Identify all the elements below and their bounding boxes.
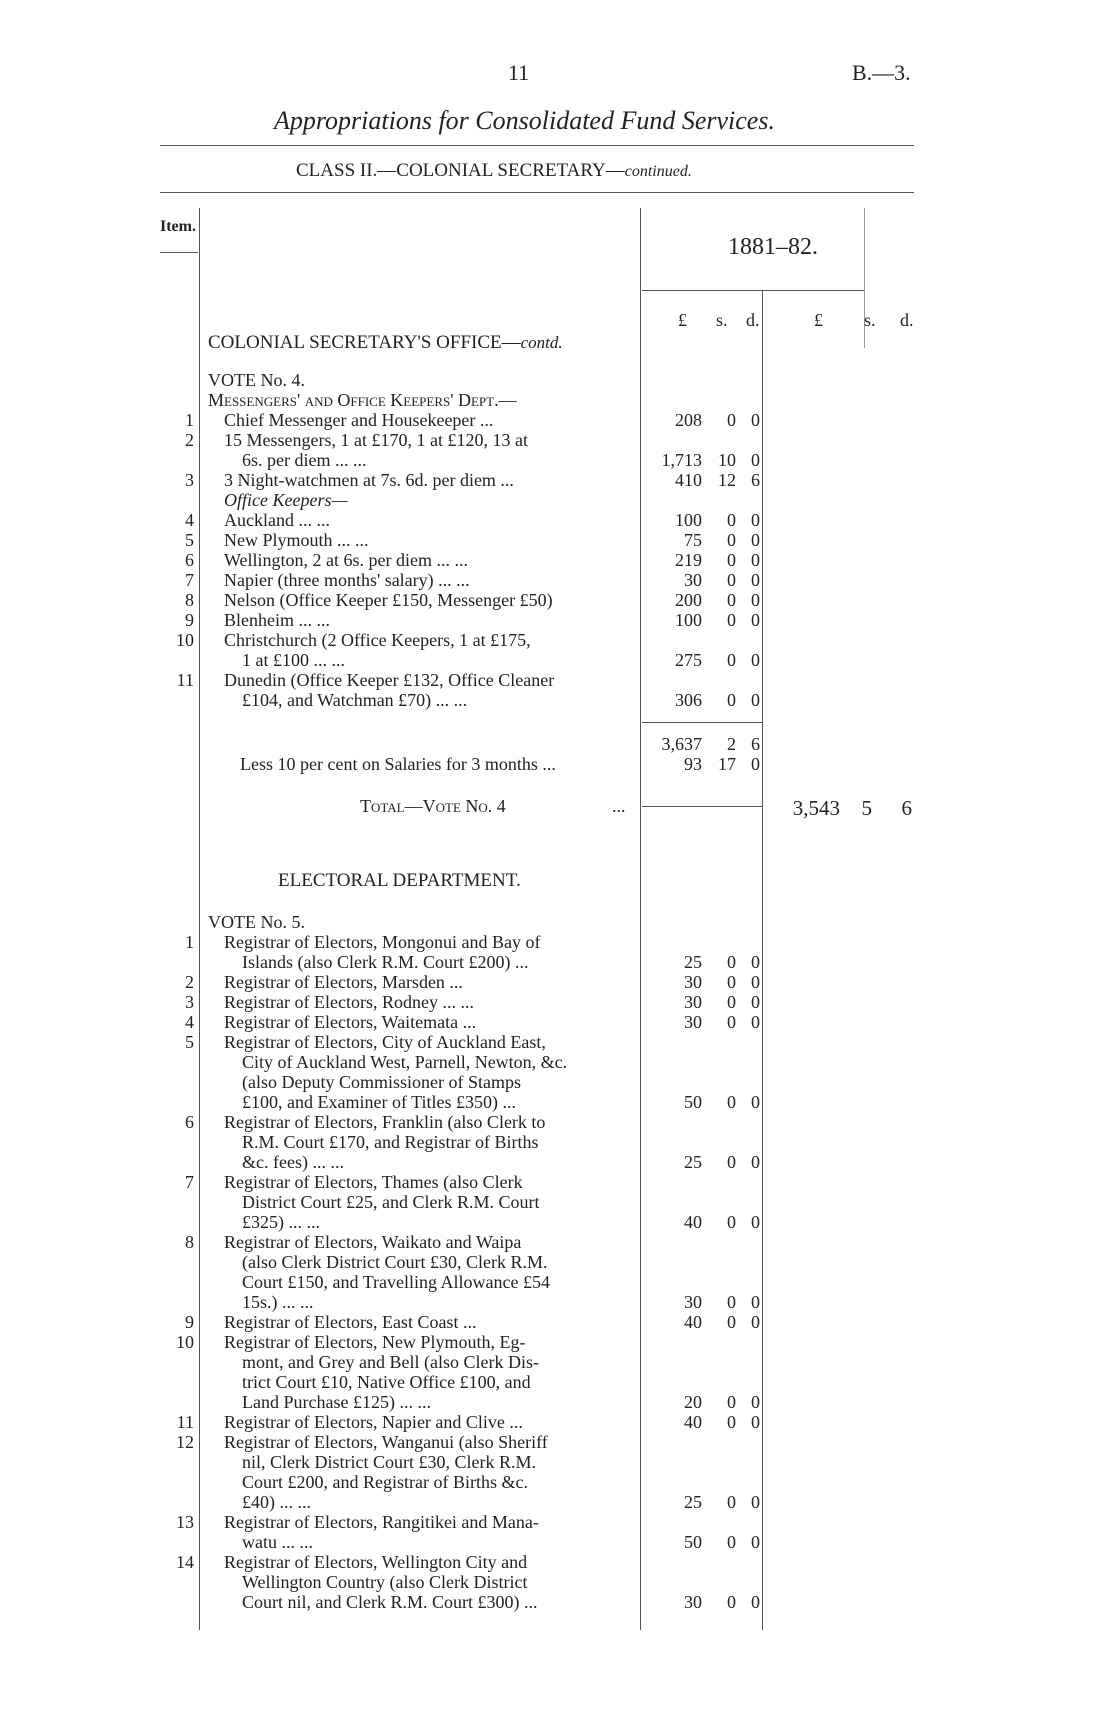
item-amount-shillings: 0 [727,690,736,710]
total-vote-4-pounds: 3,543 [792,796,840,820]
item-amount-shillings: 0 [727,1212,736,1232]
vote-5-heading: VOTE No. 5. [208,912,305,932]
item-description-line: £325) ... ... [242,1212,320,1232]
item-amount-shillings: 0 [727,1492,736,1512]
item-amount-pence: 0 [751,550,760,570]
office-heading [208,332,563,354]
item-number: 13 [176,1512,194,1532]
column-year-header: 1881–82. [728,234,818,260]
item-amount-pounds: 1,713 [661,450,702,470]
pence-header-2: d. [900,310,914,330]
item-description-line: nil, Clerk District Court £30, Clerk R.M. [242,1452,536,1472]
item-description-line: Court nil, and Clerk R.M. Court £300) ... [242,1592,538,1612]
item-description-line: £40) ... ... [242,1492,311,1512]
item-description-line: Blenheim ... ... [224,610,330,630]
item-amount-pounds: 275 [675,650,702,670]
item-description-line: Wellington Country (also Clerk District [242,1572,528,1592]
item-description-line: Islands (also Clerk R.M. Court £200) ... [242,952,529,972]
item-number: 2 [185,972,194,992]
item-amount-pence: 0 [751,510,760,530]
item-description-line: £104, and Watchman £70) ... ... [242,690,468,710]
item-amount-pence: 0 [751,610,760,630]
item-amount-pence: 0 [751,1292,760,1312]
shilling-header: s. [716,310,728,330]
item-description-line: Court £150, and Travelling Allowance £54 [242,1272,550,1292]
item-description-line: New Plymouth ... ... [224,530,369,550]
item-number: 3 [185,992,194,1012]
item-amount-pence: 0 [751,952,760,972]
item-description-line: (also Deputy Commissioner of Stamps [242,1072,521,1092]
class-heading-continued: continued. [624,163,692,180]
pound-header: £ [678,310,687,330]
item-amount-pence: 0 [751,410,760,430]
item-number: 5 [185,530,194,550]
item-amount-shillings: 0 [727,510,736,530]
item-amount-shillings: 0 [727,590,736,610]
item-amount-pence: 0 [751,570,760,590]
item-amount-pounds: 30 [684,1012,702,1032]
item-amount-shillings: 0 [727,1592,736,1612]
subtotal-rule [642,722,762,723]
item-amount-shillings: 0 [727,410,736,430]
less-pounds: 93 [684,754,702,774]
messengers-dept-heading: Messengers' and Office Keepers' Dept.— [208,390,517,410]
item-amount-pounds: 50 [684,1532,702,1552]
item-description-line: trict Court £10, Native Office £100, and [242,1372,531,1392]
item-amount-pounds: 25 [684,952,702,972]
item-description-line: 15 Messengers, 1 at £170, 1 at £120, 13 at [224,430,528,450]
item-description-line: 3 Night-watchmen at 7s. 6d. per diem ... [224,470,514,490]
item-description-line: Wellington, 2 at 6s. per diem ... ... [224,550,469,570]
total-vote-4-dots: ... [612,796,626,816]
item-number: 4 [185,510,194,530]
item-description-line: Land Purchase £125) ... ... [242,1392,431,1412]
item-number: 1 [185,410,194,430]
office-keepers-subheading: Office Keepers— [224,490,348,510]
item-amount-pounds: 25 [684,1492,702,1512]
item-number: 10 [176,630,194,650]
item-number: 1 [185,932,194,952]
item-description-line: &c. fees) ... ... [242,1152,344,1172]
total-rule [642,806,762,807]
item-description-line: mont, and Grey and Bell (also Clerk Dis- [242,1352,539,1372]
item-number: 9 [185,1312,194,1332]
item-description-line: City of Auckland West, Parnell, Newton, &c. [242,1052,568,1072]
item-amount-pounds: 100 [675,610,702,630]
item-description-line: Registrar of Electors, Thames (also Clerk [224,1172,523,1192]
item-header-rule [160,252,198,253]
item-amount-shillings: 10 [718,450,736,470]
item-description-line: watu ... ... [242,1532,313,1552]
item-amount-pence: 0 [751,1312,760,1332]
item-number: 4 [185,1012,194,1032]
total-vote-4-shillings: 5 [861,796,872,820]
office-heading-main: COLONIAL SECRETARY'S OFFICE— [208,332,521,353]
item-number: 14 [176,1552,194,1572]
item-number: 11 [176,670,194,690]
item-number: 6 [185,550,194,570]
paper-reference: B.—3. [852,60,911,85]
item-amount-pence: 0 [751,1492,760,1512]
item-number: 10 [176,1332,194,1352]
item-amount-shillings: 0 [727,952,736,972]
less-pence: 0 [751,754,760,774]
item-number: 3 [185,470,194,490]
item-amount-pounds: 40 [684,1412,702,1432]
item-description-line: 15s.) ... ... [242,1292,314,1312]
item-description-line: Registrar of Electors, Waikato and Waipa [224,1232,522,1252]
item-amount-shillings: 0 [727,1392,736,1412]
item-amount-shillings: 0 [727,610,736,630]
item-description-line: 6s. per diem ... ... [242,450,367,470]
item-description-line: Chief Messenger and Housekeeper ... [224,410,494,430]
item-amount-pence: 0 [751,1152,760,1172]
item-description-line: Nelson (Office Keeper £150, Messenger £50) [224,590,553,610]
item-description-line: Registrar of Electors, Waitemata ... [224,1012,477,1032]
item-amount-pence: 0 [751,992,760,1012]
item-description-line: Registrar of Electors, East Coast ... [224,1312,477,1332]
item-number: 8 [185,590,194,610]
item-amount-pence: 0 [751,650,760,670]
item-number: 7 [185,570,194,590]
item-description-line: Registrar of Electors, New Plymouth, Eg- [224,1332,526,1352]
item-amount-pounds: 30 [684,992,702,1012]
item-number: 8 [185,1232,194,1252]
item-description-line: Registrar of Electors, Rodney ... ... [224,992,474,1012]
item-amount-pence: 0 [751,1212,760,1232]
item-amount-pounds: 75 [684,530,702,550]
item-amount-shillings: 0 [727,1152,736,1172]
item-amount-pounds: 30 [684,570,702,590]
office-heading-continued: contd. [520,333,563,352]
item-description-line: Registrar of Electors, Franklin (also Clerk to [224,1112,546,1132]
item-amount-pounds: 25 [684,1152,702,1172]
item-amount-shillings: 0 [727,1412,736,1432]
item-number: 9 [185,610,194,630]
electoral-dept-heading: ELECTORAL DEPARTMENT. [278,870,521,891]
item-amount-pence: 0 [751,590,760,610]
year-header-rule [642,290,864,291]
item-amount-pence: 0 [751,1012,760,1032]
item-description-line: Dunedin (Office Keeper £132, Office Cleaner [224,670,555,690]
item-amount-shillings: 12 [718,470,736,490]
item-number: 6 [185,1112,194,1132]
item-amount-pounds: 100 [675,510,702,530]
less-ten-percent-label: Less 10 per cent on Salaries for 3 months ... [240,754,556,774]
item-number: 7 [185,1172,194,1192]
item-amount-pence: 6 [751,470,760,490]
amount-column-divider [762,290,763,1630]
vote-4-heading: VOTE No. 4. [208,370,305,390]
item-amount-pounds: 208 [675,410,702,430]
item-description-line: 1 at £100 ... ... [242,650,345,670]
subtotal-pounds: 3,637 [661,734,702,754]
item-description-line: District Court £25, and Clerk R.M. Court [242,1192,540,1212]
item-amount-pence: 0 [751,690,760,710]
subtotal-shillings: 2 [727,734,736,754]
item-description-line: Christchurch (2 Office Keepers, 1 at £175, [224,630,531,650]
item-description-line: Registrar of Electors, Wellington City and [224,1552,528,1572]
item-description-line: £100, and Examiner of Titles £350) ... [242,1092,516,1112]
column-item-header: Item. [160,218,196,235]
pence-header: d. [746,310,760,330]
title-rule [160,145,914,146]
item-amount-pounds: 410 [675,470,702,490]
subtotal-pence: 6 [751,734,760,754]
item-description-line: Auckland ... ... [224,510,330,530]
item-description-line: Registrar of Electors, City of Auckland East, [224,1032,546,1052]
item-description-line: Registrar of Electors, Rangitikei and Mana- [224,1512,539,1532]
total-vote-4-label: Total—Vote No. 4 [360,796,506,816]
item-amount-shillings: 0 [727,530,736,550]
item-amount-shillings: 0 [727,992,736,1012]
item-amount-pounds: 40 [684,1212,702,1232]
item-amount-shillings: 0 [727,1292,736,1312]
item-number: 2 [185,430,194,450]
item-amount-pence: 0 [751,1412,760,1432]
pound-header-2: £ [814,310,823,330]
shilling-header-2: s. [864,310,876,330]
desc-column-divider [640,208,641,1630]
item-amount-pounds: 30 [684,1292,702,1312]
item-amount-pence: 0 [751,1092,760,1112]
item-amount-pence: 0 [751,1592,760,1612]
item-description-line: R.M. Court £170, and Registrar of Births [242,1132,539,1152]
item-amount-pounds: 30 [684,972,702,992]
item-description-line: Court £200, and Registrar of Births &c. [242,1472,528,1492]
item-description-line: (also Clerk District Court £30, Clerk R.M. [242,1252,548,1272]
item-amount-pence: 0 [751,1532,760,1552]
item-amount-pence: 0 [751,530,760,550]
item-amount-shillings: 0 [727,972,736,992]
item-amount-shillings: 0 [727,550,736,570]
item-amount-shillings: 0 [727,1532,736,1552]
total-vote-4-pence: 6 [901,796,912,820]
item-column-divider [199,208,200,1630]
item-description-line: Napier (three months' salary) ... ... [224,570,470,590]
item-amount-pounds: 20 [684,1392,702,1412]
page-number: 11 [508,60,530,85]
item-amount-pounds: 40 [684,1312,702,1332]
item-amount-shillings: 0 [727,570,736,590]
item-amount-shillings: 0 [727,1312,736,1332]
item-number: 5 [185,1032,194,1052]
item-description-line: Registrar of Electors, Marsden ... [224,972,463,992]
item-description-line: Registrar of Electors, Napier and Clive ... [224,1412,523,1432]
item-amount-pounds: 219 [675,550,702,570]
item-number: 11 [176,1412,194,1432]
item-amount-shillings: 0 [727,1012,736,1032]
item-amount-pence: 0 [751,1392,760,1412]
item-amount-pence: 0 [751,450,760,470]
heading-rule [160,192,914,193]
item-amount-pounds: 50 [684,1092,702,1112]
item-amount-pounds: 30 [684,1592,702,1612]
item-amount-shillings: 0 [727,650,736,670]
item-amount-shillings: 0 [727,1092,736,1112]
page-title: Appropriations for Consolidated Fund Services. [274,106,775,135]
class-heading [296,160,692,182]
less-shillings: 17 [718,754,736,774]
item-amount-pounds: 200 [675,590,702,610]
item-description-line: Registrar of Electors, Wanganui (also Sheriff [224,1432,548,1452]
item-description-line: Registrar of Electors, Mongonui and Bay of [224,932,541,952]
item-amount-pounds: 306 [675,690,702,710]
class-heading-main: CLASS II.—COLONIAL SECRETARY— [296,160,625,181]
item-amount-pence: 0 [751,972,760,992]
item-number: 12 [176,1432,194,1452]
